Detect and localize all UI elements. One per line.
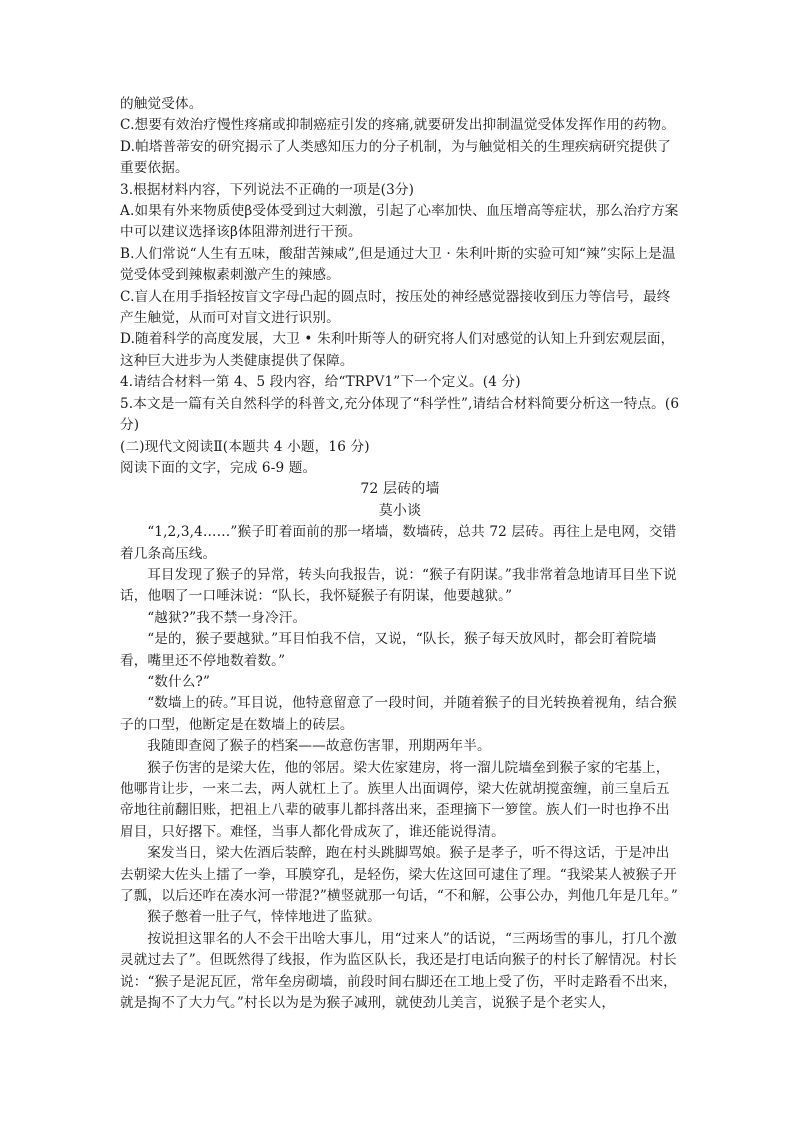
story-paragraph: “是的，猴子要越狱。”耳目怕我不信，又说，“队长，猴子每天放风时，都会盯着院墙看，嘴里还不停地数着数。”: [120, 631, 657, 669]
story-paragraph: 我随即查阅了猴子的档案——故意伤害罪，刑期两年半。: [147, 738, 491, 755]
story-author: 莫小谈: [378, 502, 422, 519]
question-3-option-b: B.人们常说“人生有五味，酸甜苦辣咸”,但是通过大卫 · 朱利叶斯的实验可知“辣”实际上是温觉受体受到辣椒素刺激产生的辣感。: [120, 245, 676, 284]
story-paragraph: “1,2,3,4……”猴子盯着面前的那一堵墙，数墙砖，总共 72 层砖。再往上是电网，交错着几条高压线。: [120, 524, 677, 562]
text-line: 的触觉受体。: [120, 96, 203, 112]
story-paragraph: 猴子伤害的是梁大佐，他的邻居。梁大佐家建房，将一溜儿院墙垒到猴子家的宅基上，他哪肯让步，一来二去，两人就杠上了。族里人出面调停，梁大佐就胡搅蛮缠，前三皇后五帝地往前翻旧账，把祖上八辈的破事儿都抖落出来，歪理摘下一箩筐。族人们一时也挣不出眉目，只好撂下。难怪，当事人都化骨成灰了，谁还能说得清。: [120, 759, 670, 840]
section-heading: (二)现代文阅读Ⅱ(本题共 4 小题，16 分): [120, 438, 370, 455]
story-paragraph: “越狱?”我不禁一身冷汗。: [147, 609, 307, 626]
story-paragraph: 案发当日，梁大佐酒后装醉，跑在村头跳脚骂娘。猴子是孝子，听不得这话，于是冲出去朝梁大佐头上擂了一拳，耳膜穿孔，是轻伤，梁大佐这回可逮住了理。“我梁某人被猴子开了瓢，以后还咋在凑水河一带混?”横竖就那一句话，“不和解，公事公办，判他几年是几年。”: [120, 845, 678, 905]
question-3-option-d: D.随着科学的高度发展，大卫 • 朱利叶斯等人的研究将人们对感觉的认知上升到宏观层面，这种巨大进步为人类健康提供了保障。: [120, 331, 675, 369]
story-paragraph: 按说担这罪名的人不会干出啥大事儿，用“过来人”的话说，“三两场雪的事儿，打几个激灵就过去了”。但既然得了线报，作为监区队长，我还是打电话向猴子的村长了解情况。村长说：“猴子是泥瓦匠，常年垒房砌墙，前段时间右脚还在工地上受了伤，平时走路看不出来，就是掏不了大力气。”村长以为是为猴子减刑，就使劲儿美言，说猴子是个老实人，: [120, 930, 678, 1012]
question-3-option-c: C.盲人在用手指轻按盲文字母凸起的圆点时，按压处的神经感觉器接收到压力等信号，最终产生触觉，从而可对盲文进行识别。: [120, 288, 671, 327]
option-d: D.帕塔普蒂安的研究揭示了人类感知压力的分子机制，为与触觉相关的生理疾病研究提供了重要依据。: [120, 138, 672, 177]
story-paragraph: “数墙上的砖。”耳目说，他特意留意了一段时间，并随着猴子的目光转换着视角，结合猴子的口型，他断定是在数墙上的砖层。: [120, 695, 677, 733]
story-paragraph: 耳目发现了猴子的异常，转头向我报告，说：“猴子有阴谋。”我非常着急地请耳目坐下说话，他咽了一口唾沫说：“队长，我怀疑猴子有阴谋，他要越狱。”: [120, 566, 677, 605]
question-4: 4.请结合材料一第 4、5 段内容，给“TRPV1”下一个定义。(4 分): [120, 374, 521, 391]
option-c: C.想要有效治疗慢性疼痛或抑制癌症引发的疼痛,就要研发出抑制温觉受体发挥作用的药物。: [120, 117, 676, 134]
page-content: [120, 94, 680, 1014]
story-paragraph: “数什么?”: [147, 673, 211, 690]
story-title: 72 层砖的墙: [360, 481, 440, 498]
question-3-option-a: A.如果有外来物质使β受体受到过大刺激，引起了心率加快、血压增高等症状，那么治疗方案中可以建议选择该β体阻滞剂进行干预。: [120, 203, 679, 241]
question-3: 3.根据材料内容，下列说法不正确的一项是(3分): [120, 181, 415, 198]
story-paragraph: 猴子憋着一肚子气，悻悻地进了监狱。: [147, 909, 381, 926]
question-5: 5.本文是一篇有关自然科学的科普文,充分体现了“科学性”,请结合材料简要分析这一特点。(6 分): [120, 395, 680, 434]
reading-instruction: 阅读下面的文字，完成 6-9 题。: [120, 459, 317, 476]
